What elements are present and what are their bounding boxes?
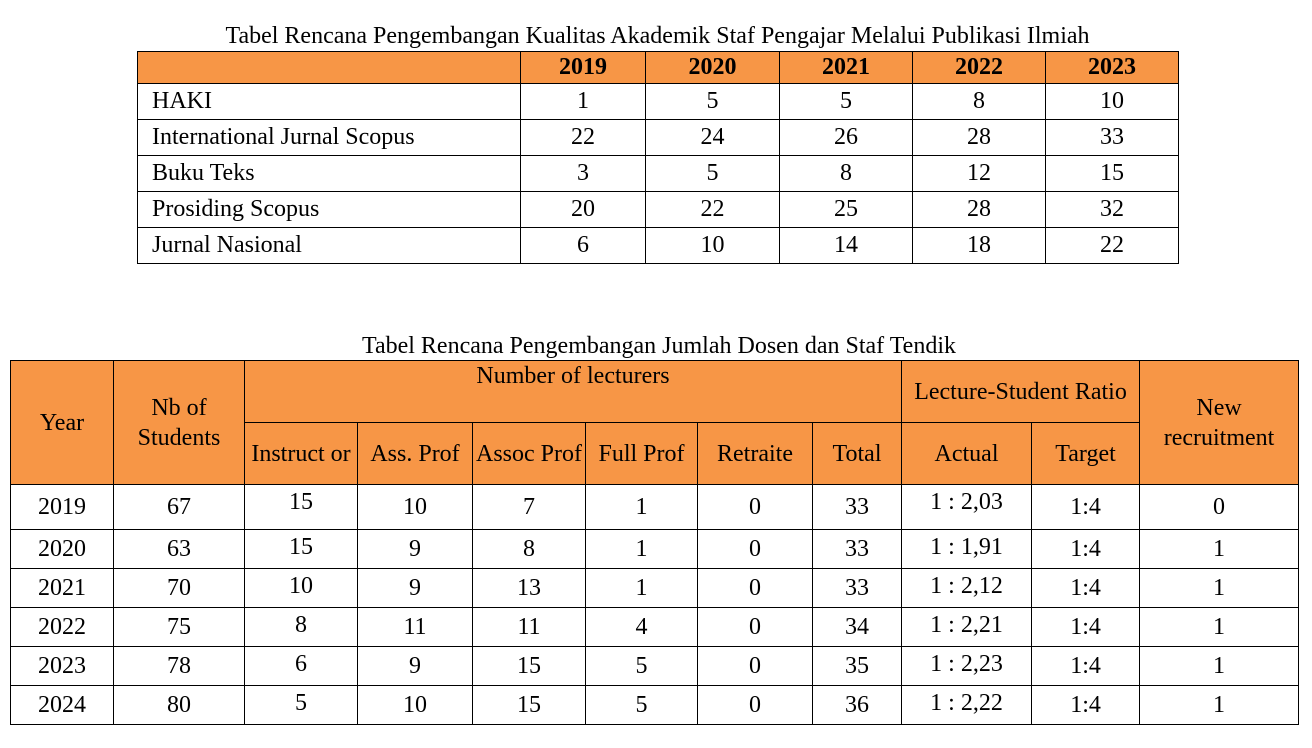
table-row — [11, 530, 1299, 569]
table-row — [138, 84, 1179, 120]
cell-target-ratio: 1:4 — [1032, 686, 1140, 725]
table-row — [11, 647, 1299, 686]
cell-year: 2024 — [11, 686, 114, 725]
cell-year: 2020 — [11, 530, 114, 569]
cell-instructor: 15 — [245, 485, 358, 530]
cell-value: 5 — [780, 84, 913, 120]
cell-target-ratio: 1:4 — [1032, 530, 1140, 569]
cell-target-ratio: 1:4 — [1032, 485, 1140, 530]
cell-target-ratio: 1:4 — [1032, 569, 1140, 608]
table1-header-year: 2019 — [521, 52, 646, 84]
cell-actual-ratio: 1 : 2,21 — [902, 608, 1032, 647]
cell-new-recruitment: 0 — [1140, 485, 1299, 530]
cell-new-recruitment: 1 — [1140, 608, 1299, 647]
cell-retraite: 0 — [698, 608, 813, 647]
cell-instructor: 8 — [245, 608, 358, 647]
cell-value: 1 — [521, 84, 646, 120]
cell-retraite: 0 — [698, 530, 813, 569]
cell-total: 33 — [813, 569, 902, 608]
header-target: Target — [1032, 423, 1140, 485]
cell-full-prof: 4 — [586, 608, 698, 647]
cell-full-prof: 1 — [586, 485, 698, 530]
table1-header-blank — [138, 52, 521, 84]
cell-instructor: 6 — [245, 647, 358, 686]
cell-value: 20 — [521, 192, 646, 228]
cell-value: 10 — [1046, 84, 1179, 120]
publication-plan-table — [137, 51, 1179, 264]
cell-full-prof: 5 — [586, 686, 698, 725]
cell-total: 33 — [813, 530, 902, 569]
cell-actual-ratio: 1 : 2,23 — [902, 647, 1032, 686]
cell-value: 32 — [1046, 192, 1179, 228]
cell-actual-ratio: 1 : 2,12 — [902, 569, 1032, 608]
table1-header-year: 2022 — [913, 52, 1046, 84]
table-row — [11, 686, 1299, 725]
cell-instructor: 5 — [245, 686, 358, 725]
table-row — [11, 569, 1299, 608]
table-row — [138, 156, 1179, 192]
header-year: Year — [11, 361, 114, 485]
row-label: International Jurnal Scopus — [138, 120, 521, 156]
header-ratio: Lecture-Student Ratio — [902, 361, 1140, 423]
table1-caption: Tabel Rencana Pengembangan Kualitas Akademik Staf Pengajar Melalui Publikasi Ilmiah — [225, 23, 1090, 49]
cell-year: 2019 — [11, 485, 114, 530]
cell-assoc-prof: 7 — [473, 485, 586, 530]
cell-value: 8 — [913, 84, 1046, 120]
header-nb-students: Nb of Students — [114, 361, 245, 485]
cell-full-prof: 1 — [586, 569, 698, 608]
cell-retraite: 0 — [698, 686, 813, 725]
table1-header-year: 2020 — [646, 52, 780, 84]
header-full-prof: Full Prof — [586, 423, 698, 485]
cell-value: 12 — [913, 156, 1046, 192]
cell-target-ratio: 1:4 — [1032, 647, 1140, 686]
cell-assoc-prof: 11 — [473, 608, 586, 647]
cell-nb-students: 80 — [114, 686, 245, 725]
header-number-of-lecturers: Number of lecturers — [245, 361, 902, 423]
table1-header-year: 2023 — [1046, 52, 1179, 84]
cell-new-recruitment: 1 — [1140, 530, 1299, 569]
cell-value: 25 — [780, 192, 913, 228]
table2-caption: Tabel Rencana Pengembangan Jumlah Dosen dan Staf Tendik — [361, 333, 957, 359]
row-label: Buku Teks — [138, 156, 521, 192]
cell-nb-students: 70 — [114, 569, 245, 608]
cell-target-ratio: 1:4 — [1032, 608, 1140, 647]
cell-retraite: 0 — [698, 485, 813, 530]
cell-ass-prof: 10 — [358, 686, 473, 725]
cell-assoc-prof: 15 — [473, 647, 586, 686]
cell-full-prof: 5 — [586, 647, 698, 686]
cell-ass-prof: 9 — [358, 647, 473, 686]
cell-ass-prof: 11 — [358, 608, 473, 647]
lecturer-staff-plan-table — [10, 360, 1299, 725]
cell-new-recruitment: 1 — [1140, 686, 1299, 725]
cell-actual-ratio: 1 : 1,91 — [902, 530, 1032, 569]
cell-full-prof: 1 — [586, 530, 698, 569]
cell-actual-ratio: 1 : 2,03 — [902, 485, 1032, 530]
cell-total: 33 — [813, 485, 902, 530]
cell-value: 22 — [521, 120, 646, 156]
cell-new-recruitment: 1 — [1140, 647, 1299, 686]
header-instructor: Instruct or — [245, 423, 358, 485]
cell-value: 8 — [780, 156, 913, 192]
cell-retraite: 0 — [698, 569, 813, 608]
cell-nb-students: 67 — [114, 485, 245, 530]
cell-assoc-prof: 15 — [473, 686, 586, 725]
cell-ass-prof: 10 — [358, 485, 473, 530]
table-row — [11, 485, 1299, 530]
header-assoc-prof: Assoc Prof — [473, 423, 586, 485]
cell-ass-prof: 9 — [358, 569, 473, 608]
cell-value: 28 — [913, 120, 1046, 156]
cell-instructor: 15 — [245, 530, 358, 569]
row-label: Prosiding Scopus — [138, 192, 521, 228]
cell-value: 6 — [521, 228, 646, 264]
header-retraite: Retraite — [698, 423, 813, 485]
cell-value: 33 — [1046, 120, 1179, 156]
cell-total: 34 — [813, 608, 902, 647]
cell-retraite: 0 — [698, 647, 813, 686]
table-row — [138, 192, 1179, 228]
table1-header-row — [138, 52, 1179, 84]
cell-value: 28 — [913, 192, 1046, 228]
cell-nb-students: 78 — [114, 647, 245, 686]
header-new-recruitment: New recruitment — [1140, 361, 1299, 485]
cell-actual-ratio: 1 : 2,22 — [902, 686, 1032, 725]
cell-instructor: 10 — [245, 569, 358, 608]
row-label: HAKI — [138, 84, 521, 120]
cell-total: 36 — [813, 686, 902, 725]
cell-value: 14 — [780, 228, 913, 264]
table-row — [138, 120, 1179, 156]
cell-value: 24 — [646, 120, 780, 156]
table2-header-row-1 — [11, 361, 1299, 423]
cell-value: 5 — [646, 84, 780, 120]
cell-value: 3 — [521, 156, 646, 192]
cell-value: 22 — [1046, 228, 1179, 264]
table-row — [138, 228, 1179, 264]
cell-nb-students: 63 — [114, 530, 245, 569]
cell-value: 5 — [646, 156, 780, 192]
cell-new-recruitment: 1 — [1140, 569, 1299, 608]
header-ass-prof: Ass. Prof — [358, 423, 473, 485]
cell-year: 2022 — [11, 608, 114, 647]
row-label: Jurnal Nasional — [138, 228, 521, 264]
cell-value: 22 — [646, 192, 780, 228]
table-row — [11, 608, 1299, 647]
cell-assoc-prof: 8 — [473, 530, 586, 569]
header-actual: Actual — [902, 423, 1032, 485]
cell-assoc-prof: 13 — [473, 569, 586, 608]
cell-value: 18 — [913, 228, 1046, 264]
cell-value: 26 — [780, 120, 913, 156]
cell-ass-prof: 9 — [358, 530, 473, 569]
cell-total: 35 — [813, 647, 902, 686]
table1-header-year: 2021 — [780, 52, 913, 84]
cell-nb-students: 75 — [114, 608, 245, 647]
cell-value: 15 — [1046, 156, 1179, 192]
cell-year: 2021 — [11, 569, 114, 608]
cell-value: 10 — [646, 228, 780, 264]
header-total: Total — [813, 423, 902, 485]
cell-year: 2023 — [11, 647, 114, 686]
